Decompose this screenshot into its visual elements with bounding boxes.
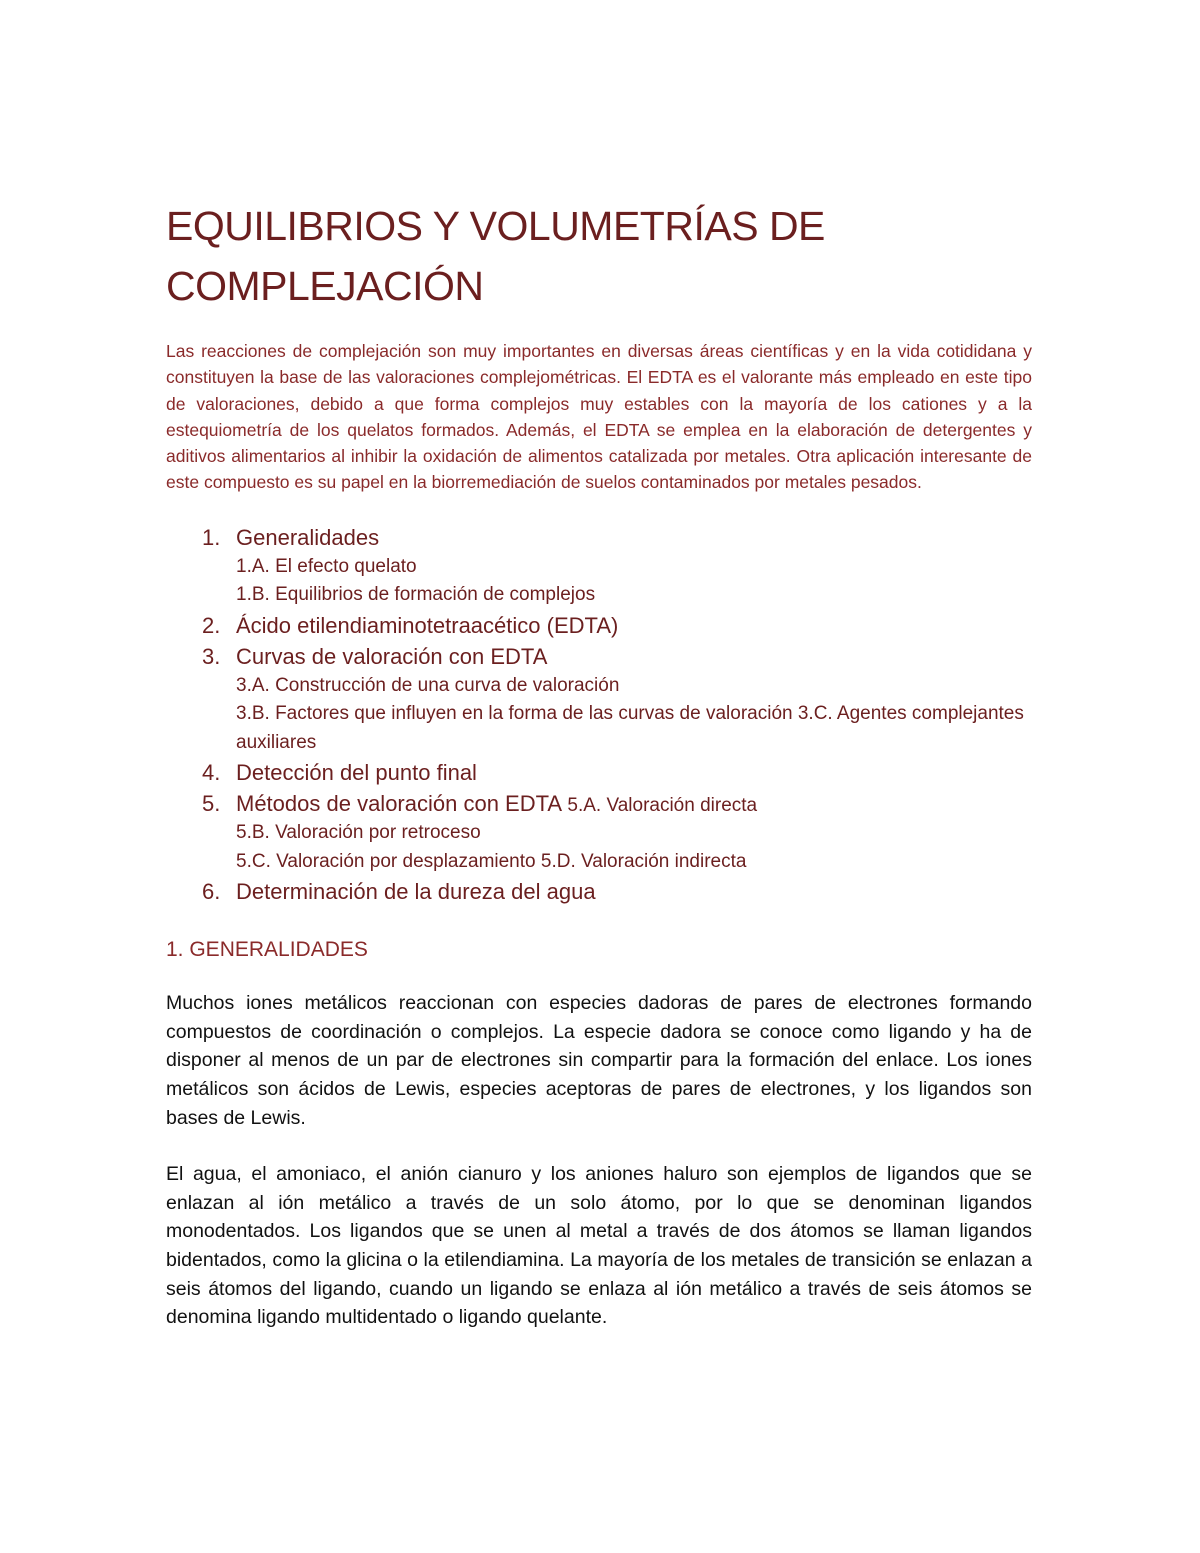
toc-item-label: Métodos de valoración con EDTA [236,791,563,817]
toc-item-number: 2. [202,612,221,638]
toc-item-2 [202,610,1032,641]
toc-item-label: Generalidades [236,524,380,550]
document-title-line-1: EQUILIBRIOS Y VOLUMETRÍAS DE [166,203,825,249]
toc-subitem: 5.C. Valoración por desplazamiento 5.D. Valoración indirecta [236,850,747,872]
section-heading: 1. GENERALIDADES [166,938,368,962]
body-paragraph: Muchos iones metálicos reaccionan con especies dadoras de pares de electrones formando compuestos de coordinación o complejos. La especie dadora se conoce como ligando y ha de disponer al menos de un par de electrones sin compartir para la formación del enlace. Los iones metálicos son ácidos de Lewis, especies aceptoras de pares de electrones, y los ligandos son bases de Lewis. [166,992,1032,1129]
toc-item-4 [202,757,1032,788]
toc-item-number: 6. [202,879,221,905]
toc-sublist [236,819,1032,876]
body-paragraph: El agua, el amoniaco, el anión cianuro y los aniones haluro son ejemplos de ligandos que se enlazan al ión metálico a través de un solo átomo, por lo que se denominan ligandos monodentados. Los ligandos que se unen al metal a través de dos átomos se llaman ligandos bidentados, como la glicina o la etilendiamina. La mayoría de los metales de transición se enlazan a seis átomos del ligando, cuando un ligando se enlaza al ión metálico a través de seis átomos se denomina ligando multidentado o ligando quelante. [166,1163,1032,1329]
toc-subitem: 3.A. Construcción de una curva de valoración [236,674,620,696]
toc-sublist [236,553,1032,610]
toc-item-3 [202,641,1032,758]
toc-sublist [236,672,1032,758]
table-of-contents [166,522,1032,908]
toc-item-1 [202,522,1032,610]
toc-item-number: 1. [202,524,221,550]
toc-subitem: 5.B. Valoración por retroceso [236,822,481,844]
toc-item-label: Determinación de la dureza del agua [236,879,596,905]
toc-subitem: 3.B. Factores que influyen en la forma de las curvas de valoración 3.C. Agentes complejantes auxiliares [236,703,1024,753]
toc-item-label: Ácido etilendiaminotetraacético (EDTA) [236,612,619,638]
toc-item-number: 4. [202,760,221,786]
toc-item-number: 5. [202,791,221,817]
toc-item-inline-sub: 5.A. Valoración directa [562,795,758,817]
toc-item-5 [202,788,1032,876]
intro-paragraph: Las reacciones de complejación son muy importantes en diversas áreas científicas y en la vida cotididana y constituyen la base de las valoraciones complejométricas. El EDTA es el valorante más empleado en este tipo de valoraciones, debido a que forma complejos muy estables con la mayoría de los cationes y a la estequiometría de los quelatos formados. Además, el EDTA se emplea en la elaboración de detergentes y aditivos alimentarios al inhibir la oxidación de alimentos catalizada por metales. Otra aplicación interesante de este compuesto es su papel en la biorremediación de suelos contaminados por metales pesados. [166,341,1032,493]
toc-subitem: 1.B. Equilibrios de formación de complejos [236,584,596,606]
toc-item-6 [202,876,1032,907]
toc-item-label: Detección del punto final [236,760,477,786]
toc-item-number: 3. [202,643,221,669]
document-title-line-2: COMPLEJACIÓN [166,263,484,309]
toc-subitem: 1.A. El efecto quelato [236,555,417,577]
document-title [166,196,1032,316]
document-page [166,196,1032,1332]
toc-item-label: Curvas de valoración con EDTA [236,643,548,669]
